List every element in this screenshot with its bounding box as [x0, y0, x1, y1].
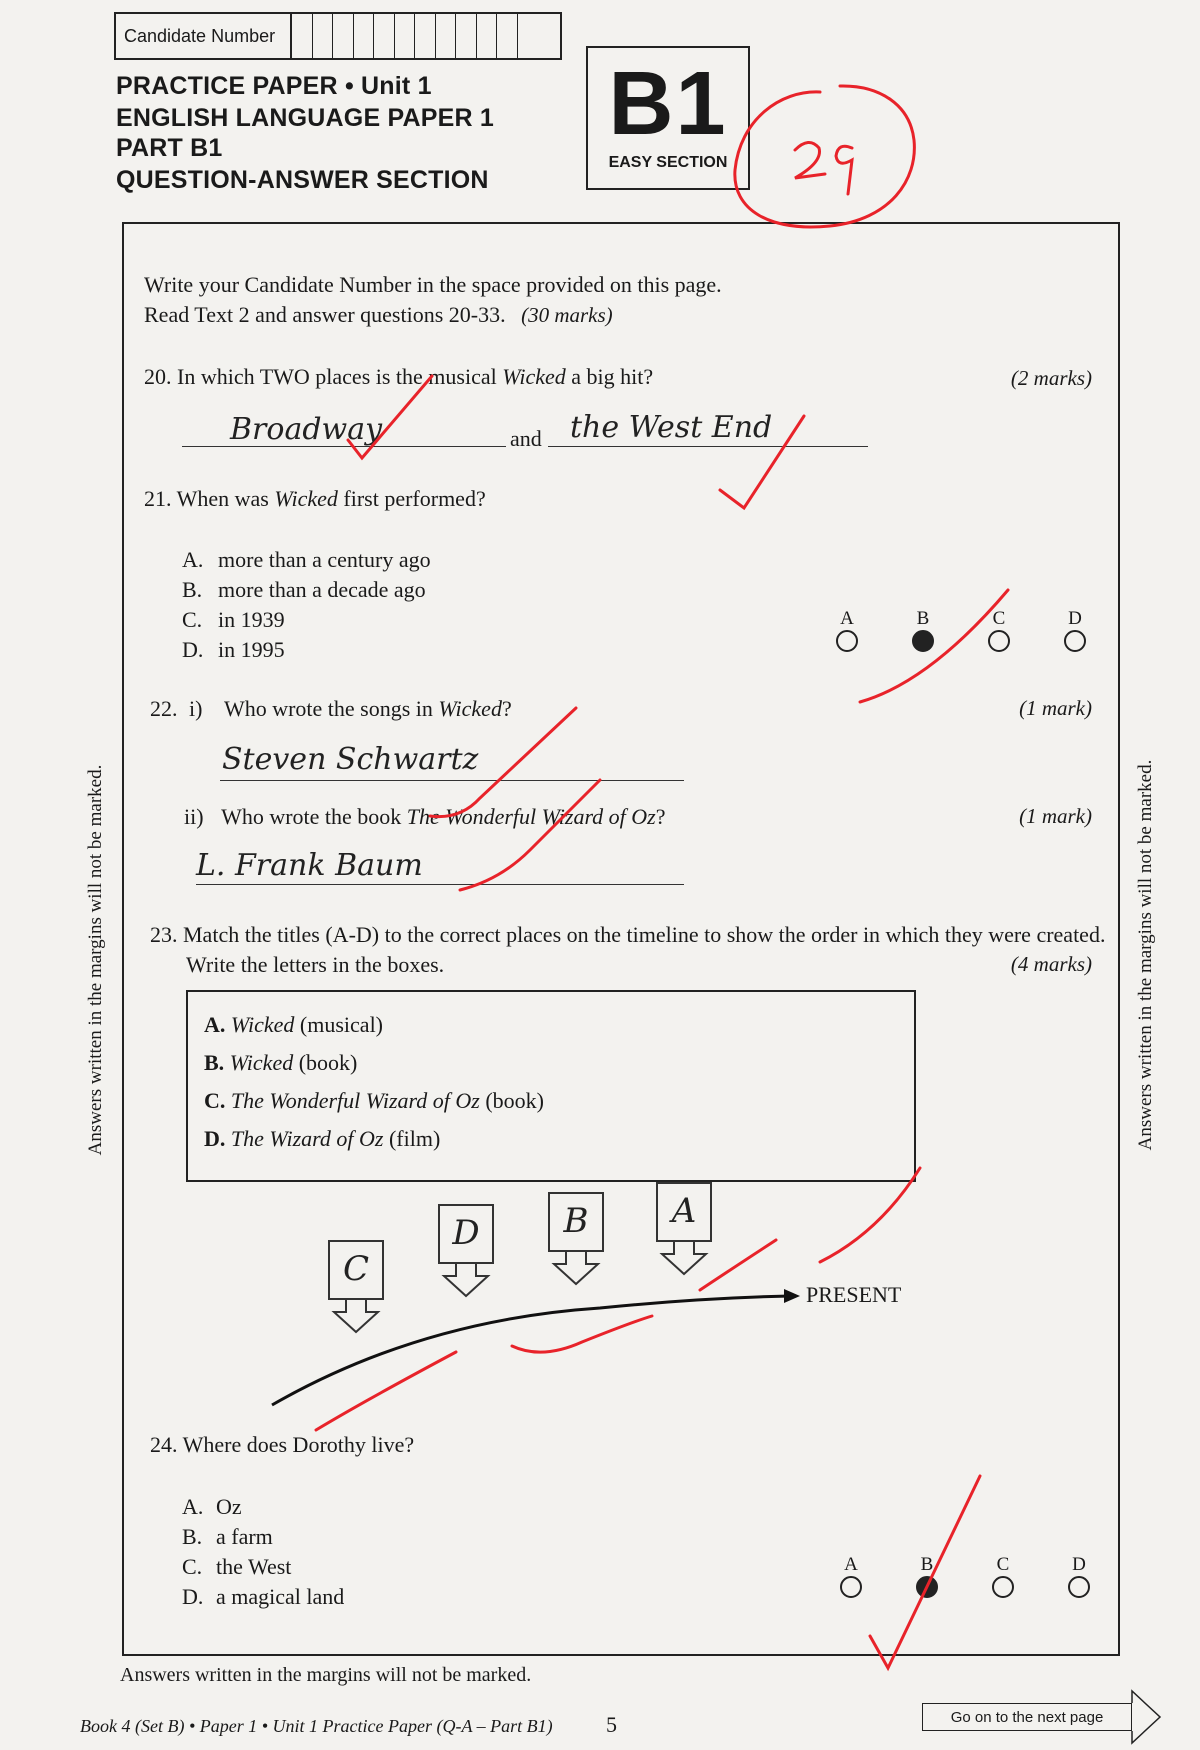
bottom-margin-note: Answers written in the margins will not be marked.	[120, 1664, 532, 1686]
q22-number: 22.	[150, 696, 178, 721]
q22-part2-label: ii)	[184, 804, 204, 829]
timeline-pointer-2	[444, 1264, 488, 1296]
title-type: (musical)	[294, 1012, 384, 1037]
candidate-number-label: Candidate Number	[116, 14, 292, 58]
q24-bubble-c[interactable]	[992, 1554, 1014, 1598]
q20-and: and	[510, 426, 542, 451]
right-margin-note: Answers written in the margins will not be marked.	[1135, 759, 1156, 1151]
option-text: in 1995	[218, 637, 285, 662]
timeline-box-1[interactable]: C	[328, 1240, 384, 1300]
page-number: 5	[606, 1712, 617, 1737]
q20-answer-1[interactable]: Broadway	[230, 412, 383, 447]
bubble-label: B	[920, 1554, 934, 1575]
answer-bubble[interactable]	[1068, 1576, 1090, 1598]
q22-part1-end: ?	[501, 696, 512, 721]
answer-bubble[interactable]	[992, 1576, 1014, 1598]
title-letter: A.	[204, 1012, 226, 1037]
q24-prompt-text: Where does Dorothy live?	[182, 1432, 415, 1457]
timeline-pointer-1	[334, 1300, 378, 1332]
q24-prompt	[150, 1432, 414, 1458]
timeline-box-2[interactable]: D	[438, 1204, 494, 1264]
answer-bubble[interactable]	[840, 1576, 862, 1598]
option-letter: A.	[182, 547, 204, 572]
q22-part1-label: i)	[189, 696, 203, 721]
q23-prompt-text: Match the titles (A-D) to the correct places on the timeline to show the order in which they were created.	[183, 922, 1106, 947]
title-type: (film)	[383, 1126, 441, 1151]
option-text: a farm	[216, 1524, 273, 1549]
bubble-label: B	[916, 608, 930, 629]
q22-part1-text: Who wrote the songs in	[223, 696, 439, 721]
q23-prompt-line-2: Write the letters in the boxes.	[186, 952, 445, 977]
q20-marks: (2 marks)	[1010, 366, 1092, 390]
q24-options	[182, 1492, 344, 1612]
q21-number: 21.	[144, 486, 172, 511]
timeline-arrowhead	[784, 1289, 800, 1303]
option-letter: B.	[182, 1524, 203, 1549]
timeline-present-label: PRESENT	[806, 1282, 902, 1307]
paper-title-line-4: QUESTION-ANSWER SECTION	[116, 166, 489, 194]
next-page-button[interactable]	[922, 1703, 1132, 1731]
q22-part1-title: Wicked	[438, 696, 502, 721]
paper-title-line-1: PRACTICE PAPER • Unit 1	[116, 72, 432, 100]
q20-answer-2[interactable]: the West End	[570, 410, 773, 445]
title-type: (book)	[293, 1050, 358, 1075]
q24-option-d	[182, 1582, 344, 1612]
option-letter: D.	[182, 1584, 204, 1609]
title-letter: D.	[204, 1126, 226, 1151]
title-letter: B.	[204, 1050, 225, 1075]
q22-part1-answer[interactable]: Steven Schwartz	[222, 742, 479, 777]
timeline-box-4[interactable]: A	[656, 1182, 712, 1242]
q24-number: 24.	[150, 1432, 178, 1457]
q21-prompt-title: Wicked	[274, 486, 338, 511]
paper-title-line-2: ENGLISH LANGUAGE PAPER 1	[116, 104, 494, 132]
section-badge-label: EASY SECTION	[608, 154, 728, 171]
option-letter: A.	[182, 1494, 204, 1519]
left-margin-note: Answers written in the margins will not be marked.	[85, 764, 106, 1156]
option-text: more than a decade ago	[218, 577, 426, 602]
q22-part2-marks: (1 mark)	[1019, 804, 1092, 828]
q20-prompt-end: a big hit?	[565, 364, 654, 389]
q21-prompt-end: first performed?	[337, 486, 486, 511]
q20-prompt-title: Wicked	[502, 364, 566, 389]
instruction-line-1: Write your Candidate Number in the space provided on this page.	[144, 272, 722, 297]
q24-option-b	[182, 1522, 344, 1552]
q23-marks: (4 marks)	[1010, 952, 1092, 976]
option-letter: C.	[182, 607, 203, 632]
q22-part2-answer[interactable]: L. Frank Baum	[196, 848, 423, 883]
option-letter: C.	[182, 1554, 203, 1579]
q21-prompt-text: When was	[176, 486, 275, 511]
q22-part2-end: ?	[655, 804, 666, 829]
bubble-label: D	[1068, 608, 1082, 629]
q23-number: 23.	[150, 922, 178, 947]
answer-bubble-selected[interactable]	[916, 1576, 938, 1598]
bubble-label: A	[840, 608, 854, 629]
bubble-label: A	[844, 1554, 858, 1575]
option-letter: B.	[182, 577, 203, 602]
footer-book-info: Book 4 (Set B) • Paper 1 • Unit 1 Practice Paper (Q-A – Part B1)	[80, 1716, 553, 1736]
title-name: Wicked	[229, 1050, 294, 1075]
title-name: The Wonderful Wizard of Oz	[230, 1088, 480, 1113]
q24-option-c	[182, 1552, 344, 1582]
q20-prompt-text: In which TWO places is the musical	[177, 364, 503, 389]
timeline-pointer-3	[554, 1252, 598, 1284]
q24-bubble-b[interactable]	[916, 1554, 938, 1598]
instruction-marks: (30 marks)	[521, 303, 613, 327]
next-page-label: Go on to the next page	[950, 1708, 1104, 1726]
option-text: in 1939	[218, 607, 285, 632]
option-text: Oz	[216, 1494, 242, 1519]
bubble-label: C	[996, 1554, 1010, 1575]
option-text: a magical land	[216, 1584, 345, 1609]
option-text: the West	[216, 1554, 292, 1579]
q24-bubbles	[840, 1554, 1090, 1598]
timeline-curve	[272, 1296, 790, 1405]
paper-title-line-3: PART B1	[116, 134, 223, 162]
option-letter: D.	[182, 637, 204, 662]
timeline-pointer-4	[662, 1242, 706, 1274]
title-name: Wicked	[230, 1012, 295, 1037]
q22-part2-text: Who wrote the book	[221, 804, 407, 829]
q24-option-a	[182, 1492, 344, 1522]
bubble-label: C	[992, 608, 1006, 629]
q22-part1-marks: (1 mark)	[1019, 696, 1092, 720]
q24-bubble-d[interactable]	[1068, 1554, 1090, 1598]
title-name: The Wizard of Oz	[230, 1126, 384, 1151]
bubble-label: D	[1072, 1554, 1086, 1575]
q24-bubble-a[interactable]	[840, 1554, 862, 1598]
title-letter: C.	[204, 1088, 226, 1113]
instruction-text: Read Text 2 and answer questions 20-33.	[144, 302, 506, 327]
timeline-box-3[interactable]: B	[548, 1192, 604, 1252]
section-badge-code: B1	[608, 54, 728, 154]
q20-number: 20.	[144, 364, 172, 389]
title-type: (book)	[479, 1088, 544, 1113]
option-text: more than a century ago	[218, 547, 431, 572]
q22-part2-title: The Wonderful Wizard of Oz	[406, 804, 656, 829]
